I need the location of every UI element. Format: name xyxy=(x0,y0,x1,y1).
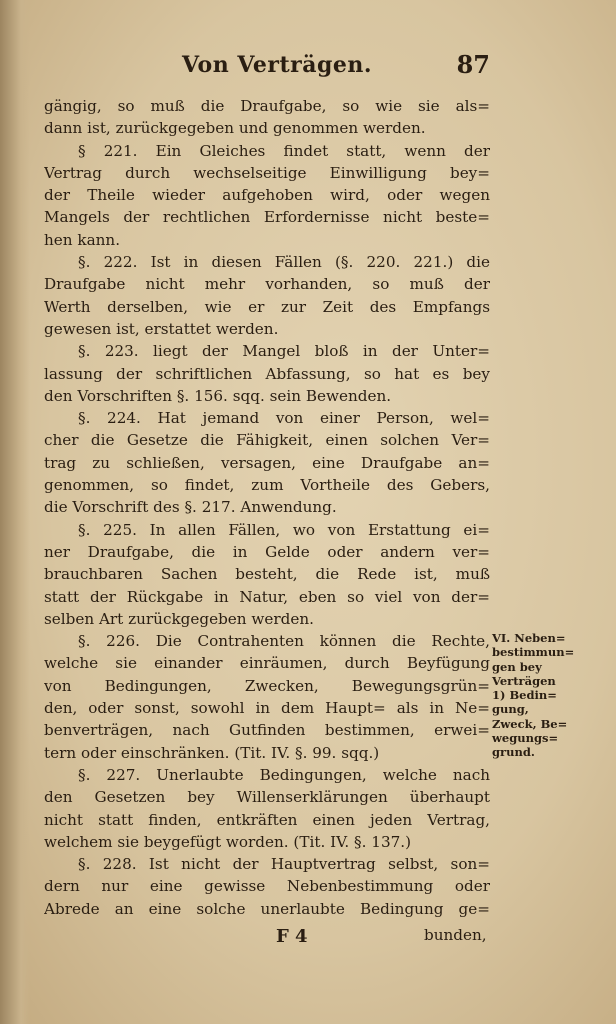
text-line: trag zu schließen, versagen, eine Draufgabe an= xyxy=(44,453,490,472)
catchword: bunden, xyxy=(424,926,487,944)
page-header xyxy=(40,50,490,84)
margin-note-line: Zweck, Be= xyxy=(492,716,568,731)
text-line: welche sie einander einräumen, durch Beyfügung xyxy=(44,654,490,673)
text-line: benverträgen, nach Gutfinden bestimmen, erwei= xyxy=(44,721,490,740)
text-line: Mangels der rechtlichen Erfordernisse nicht beste= xyxy=(44,208,490,227)
text-line: ner Draufgabe, die in Gelde oder andern ver= xyxy=(44,542,490,561)
paragraph-222-start: §. 222. Ist in diesen Fällen (§. 220. 221.) die xyxy=(78,253,490,272)
body-text xyxy=(44,95,490,920)
margin-note-line: bestimmun= xyxy=(492,645,575,660)
text-line: den Gesetzen bey Willenserklärungen überhaupt xyxy=(44,788,490,807)
margin-note-line: VI. Neben= xyxy=(492,631,566,645)
page-gutter-shadow xyxy=(0,0,30,1024)
text-line: lassung der schriftlichen Abfassung, so hat es bey xyxy=(44,364,490,383)
margin-note xyxy=(492,631,576,760)
text-line: die Vorschrift des §. 217. Anwendung. xyxy=(44,498,337,517)
margin-note-line: gen bey xyxy=(492,659,542,674)
text-line: Werth derselben, wie er zur Zeit des Empfangs xyxy=(44,297,490,316)
text-line: welchem sie beygefügt worden. (Tit. IV. §. 137.) xyxy=(44,832,412,851)
margin-note-line: 1) Bedin= xyxy=(492,688,557,703)
text-line: nicht statt finden, entkräften einen jeden Vertrag, xyxy=(44,810,490,829)
text-line: hen kann. xyxy=(44,230,121,249)
page-number: 87 xyxy=(456,50,490,79)
text-line: den, oder sonst, sowohl in dem Haupt= als in Ne= xyxy=(44,699,490,718)
text-line: dern nur eine gewisse Nebenbestimmung oder xyxy=(44,877,490,896)
paragraph-228-start: §. 228. Ist nicht der Hauptvertrag selbst, son= xyxy=(78,855,490,874)
text-line: brauchbaren Sachen besteht, die Rede ist, muß xyxy=(44,565,490,584)
signature-mark: F 4 xyxy=(276,926,308,947)
text-line: cher die Gesetze die Fähigkeit, einen solchen Ver= xyxy=(44,431,490,450)
paragraph-221-start: § 221. Ein Gleiches findet statt, wenn der xyxy=(78,141,490,160)
paragraph-226-start: §. 226. Die Contrahenten können die Rechte, xyxy=(78,632,490,651)
text-line: den Vorschriften §. 156. sqq. sein Bewenden. xyxy=(44,386,392,405)
text-line: Abrede an eine solche unerlaubte Bedingung ge= xyxy=(44,899,490,918)
text-line: tern oder einschränken. (Tit. IV. §. 99. sqq.) xyxy=(44,743,380,762)
text-line: selben Art zurückgegeben werden. xyxy=(44,609,314,628)
paragraph-227-start: §. 227. Unerlaubte Bedingungen, welche nach xyxy=(78,765,490,784)
text-line: genommen, so findet, zum Vortheile des Gebers, xyxy=(44,476,490,495)
text-line: von Bedingungen, Zwecken, Bewegungsgrün= xyxy=(44,676,490,695)
margin-note-line: Verträgen xyxy=(492,673,556,688)
text-line: gängig, so muß die Draufgabe, so wie sie als= xyxy=(44,97,490,115)
text-line: gewesen ist, erstattet werden. xyxy=(44,319,279,338)
text-line: der Theile wieder aufgehoben wird, oder wegen xyxy=(44,186,490,205)
text-line: dann ist, zurückgegeben und genommen werden. xyxy=(44,119,426,138)
margin-note-line: wegungs= xyxy=(492,731,559,746)
margin-note-line: grund. xyxy=(492,745,535,760)
text-line: Draufgabe nicht mehr vorhanden, so muß der xyxy=(44,275,490,294)
margin-note-line: gung, xyxy=(492,702,529,717)
paragraph-225-start: §. 225. In allen Fällen, wo von Erstattung ei= xyxy=(78,520,490,539)
running-head: Von Verträgen. xyxy=(182,52,373,78)
paragraph-223-start: §. 223. liegt der Mangel bloß in der Unter= xyxy=(78,342,490,361)
text-line: statt der Rückgabe in Natur, eben so viel von der= xyxy=(44,587,490,606)
paragraph-224-start: §. 224. Hat jemand von einer Person, wel= xyxy=(78,409,490,428)
text-line: Vertrag durch wechselseitige Einwilligung bey= xyxy=(44,163,490,182)
